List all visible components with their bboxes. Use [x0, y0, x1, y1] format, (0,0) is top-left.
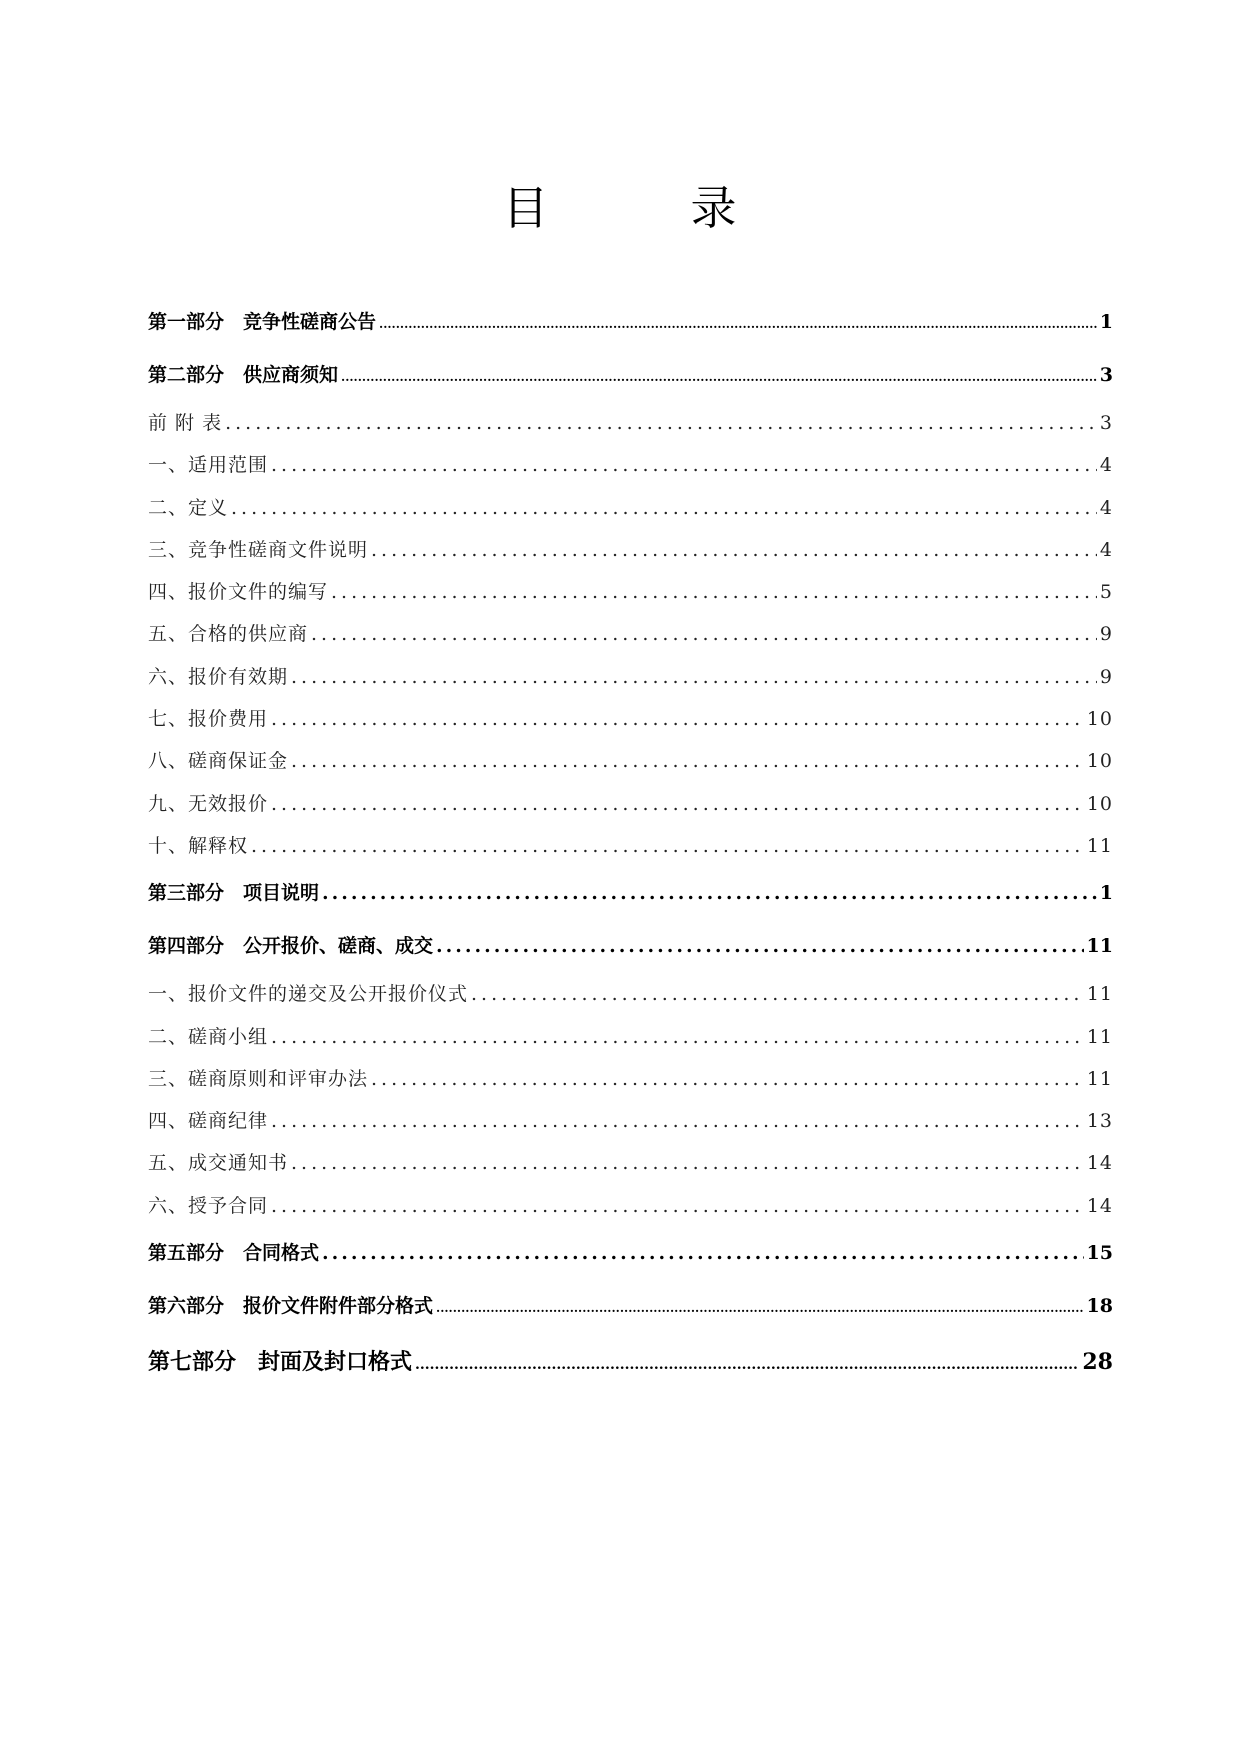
toc-entry-page-number: 28 — [1082, 1349, 1113, 1376]
toc-entry-page-number: 11 — [1086, 1067, 1113, 1090]
dot-leader — [251, 825, 1084, 867]
dot-leader — [291, 1142, 1084, 1184]
toc-entry-page-number: 11 — [1086, 935, 1113, 958]
dot-leader — [415, 1336, 1079, 1394]
toc-entry-page-number: 3 — [1099, 412, 1113, 434]
toc-title — [0, 178, 1241, 238]
toc-entry-label: 第一部分 竞争性磋商公告 — [148, 311, 377, 333]
dot-leader — [291, 656, 1097, 698]
toc-entry-page-number: 14 — [1086, 1194, 1113, 1217]
toc-entry-page-number: 9 — [1099, 623, 1113, 646]
dot-leader — [271, 444, 1097, 486]
dot-leader — [225, 402, 1097, 444]
table-of-contents — [148, 296, 1113, 1391]
toc-entry-page-number: 14 — [1086, 1152, 1113, 1175]
toc-section-entry[interactable] — [148, 698, 1113, 740]
toc-part-entry[interactable] — [148, 349, 1113, 402]
toc-entry-page-number: 4 — [1099, 454, 1113, 477]
toc-entry-label: 十、解释权 — [148, 834, 249, 857]
toc-entry-label: 六、授予合同 — [148, 1194, 269, 1217]
dot-leader — [271, 698, 1084, 740]
dot-leader — [322, 867, 1097, 920]
toc-entry-page-number: 1 — [1099, 882, 1113, 905]
toc-entry-label: 二、定义 — [148, 496, 229, 519]
toc-entry-label: 四、报价文件的编写 — [148, 581, 329, 604]
dot-leader — [271, 1185, 1084, 1227]
dot-leader — [331, 571, 1097, 613]
toc-entry-label: 三、竞争性磋商文件说明 — [148, 538, 369, 561]
toc-entry-page-number: 11 — [1086, 983, 1113, 1006]
toc-entry-label: 第六部分 报价文件附件部分格式 — [148, 1295, 434, 1318]
toc-part-entry[interactable] — [148, 296, 1113, 349]
toc-entry-label: 七、报价费用 — [148, 708, 269, 731]
toc-section-entry[interactable] — [148, 1100, 1113, 1142]
dot-leader — [271, 783, 1084, 825]
toc-entry-label: 四、磋商纪律 — [148, 1110, 269, 1133]
toc-entry-page-number: 10 — [1086, 750, 1113, 773]
toc-entry-page-number: 4 — [1099, 538, 1113, 561]
toc-entry-page-number: 9 — [1099, 665, 1113, 688]
toc-title-char-1: 目 — [502, 181, 551, 235]
toc-entry-page-number: 4 — [1099, 496, 1113, 519]
dot-leader — [271, 1100, 1084, 1142]
dot-leader — [341, 351, 1097, 404]
toc-section-entry[interactable] — [148, 740, 1113, 782]
toc-part-entry[interactable] — [148, 920, 1113, 973]
dot-leader — [471, 973, 1084, 1015]
toc-section-entry[interactable] — [148, 783, 1113, 825]
toc-entry-label: 二、磋商小组 — [148, 1025, 269, 1048]
toc-entry-label: 第五部分 合同格式 — [148, 1242, 320, 1265]
toc-section-entry[interactable] — [148, 444, 1113, 486]
toc-entry-page-number: 11 — [1086, 1025, 1113, 1048]
dot-leader — [371, 1058, 1084, 1100]
toc-entry-label: 一、报价文件的递交及公开报价仪式 — [148, 983, 469, 1006]
toc-entry-label: 五、成交通知书 — [148, 1152, 289, 1175]
toc-entry-page-number: 10 — [1086, 792, 1113, 815]
toc-section-entry[interactable] — [148, 656, 1113, 698]
dot-leader — [291, 740, 1084, 782]
toc-section-entry[interactable] — [148, 1142, 1113, 1184]
toc-entry-page-number: 1 — [1099, 311, 1113, 333]
toc-entry-label: 前 附 表 — [148, 412, 223, 434]
toc-entry-label: 第二部分 供应商须知 — [148, 364, 339, 386]
toc-title-char-2: 录 — [690, 181, 739, 235]
toc-part-entry[interactable] — [148, 1280, 1113, 1333]
toc-entry-page-number: 5 — [1099, 581, 1113, 604]
toc-section-entry[interactable] — [148, 571, 1113, 613]
dot-leader — [436, 920, 1084, 973]
dot-leader — [231, 487, 1097, 529]
toc-section-entry[interactable] — [148, 973, 1113, 1015]
toc-section-entry[interactable] — [148, 825, 1113, 867]
toc-entry-label: 三、磋商原则和评审办法 — [148, 1067, 369, 1090]
toc-entry-page-number: 10 — [1086, 708, 1113, 731]
dot-leader — [379, 298, 1097, 351]
toc-entry-label: 八、磋商保证金 — [148, 750, 289, 773]
toc-part-entry[interactable] — [148, 1333, 1113, 1391]
toc-entry-label: 第七部分 封面及封口格式 — [148, 1349, 413, 1376]
dot-leader — [436, 1282, 1084, 1335]
toc-section-entry[interactable] — [148, 402, 1113, 444]
toc-section-entry[interactable] — [148, 1185, 1113, 1227]
toc-entry-page-number: 3 — [1099, 364, 1113, 386]
toc-section-entry[interactable] — [148, 1058, 1113, 1100]
toc-section-entry[interactable] — [148, 487, 1113, 529]
dot-leader — [271, 1016, 1084, 1058]
toc-entry-label: 六、报价有效期 — [148, 665, 289, 688]
toc-entry-page-number: 18 — [1086, 1295, 1113, 1318]
toc-entry-label: 五、合格的供应商 — [148, 623, 309, 646]
dot-leader — [311, 613, 1097, 655]
toc-entry-label: 九、无效报价 — [148, 792, 269, 815]
toc-part-entry[interactable] — [148, 867, 1113, 920]
toc-entry-page-number: 15 — [1086, 1242, 1113, 1265]
toc-section-entry[interactable] — [148, 529, 1113, 571]
toc-entry-label: 一、适用范围 — [148, 454, 269, 477]
toc-section-entry[interactable] — [148, 1016, 1113, 1058]
toc-part-entry[interactable] — [148, 1227, 1113, 1280]
toc-entry-page-number: 11 — [1086, 834, 1113, 857]
toc-section-entry[interactable] — [148, 613, 1113, 655]
dot-leader — [322, 1227, 1084, 1280]
toc-entry-label: 第四部分 公开报价、磋商、成交 — [148, 935, 434, 958]
toc-entry-page-number: 13 — [1086, 1110, 1113, 1133]
dot-leader — [371, 529, 1097, 571]
toc-entry-label: 第三部分 项目说明 — [148, 882, 320, 905]
